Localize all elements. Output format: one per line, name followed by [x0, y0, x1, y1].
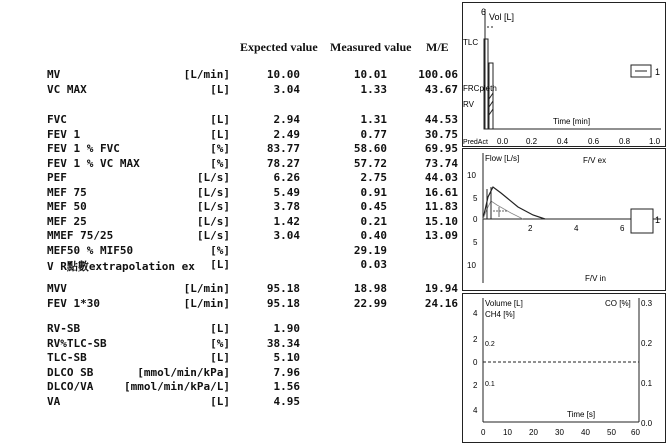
dlco-ytick: 2	[473, 335, 478, 344]
param-unit: [%]	[210, 142, 230, 155]
me-value: 24.16	[424, 296, 458, 310]
measured-value: 0.91	[360, 185, 387, 199]
table-row	[0, 215, 460, 229]
vol-xlabel: Time [min]	[553, 117, 591, 126]
param-name: DLCO SB	[47, 365, 94, 379]
flow-ytick: 5	[473, 194, 478, 203]
param-unit: [L]	[210, 322, 230, 335]
param-name: RV-SB	[47, 322, 81, 335]
vol-xtick: 0.4	[557, 137, 569, 146]
dlco-ylabel: Volume [L]	[485, 299, 523, 308]
param-name: FEV 1	[47, 127, 81, 141]
param-unit: [L]	[210, 351, 230, 364]
measured-value: 0.40	[360, 229, 387, 242]
measured-value: 57.72	[353, 156, 387, 170]
expected-value: 10.00	[266, 68, 300, 81]
param-unit: [L]	[210, 127, 230, 141]
header-measured: Measured value	[330, 40, 412, 54]
flow-ytick: 0	[473, 215, 478, 224]
dlco-xtick: 40	[581, 428, 590, 437]
param-unit: [L/min]	[183, 282, 230, 295]
flow-xtick: 6	[620, 224, 625, 233]
expected-value: 1.42	[273, 214, 300, 228]
param-name: FEV 1 % FVC	[47, 142, 120, 155]
table-row	[0, 229, 460, 243]
table-row	[0, 171, 460, 185]
vol-xtick: 0.6	[588, 137, 600, 146]
table-row	[0, 83, 460, 97]
dlco-ytick: 0	[473, 358, 478, 367]
expected-value: 2.49	[273, 127, 300, 141]
flow-xtick: 4	[574, 224, 579, 233]
param-unit: [L/s]	[196, 229, 230, 242]
param-name: MEF 75	[47, 185, 87, 199]
expected-value: 83.77	[266, 142, 300, 155]
dlco-ylabel2: CH4 [%]	[485, 310, 515, 319]
expected-value: 1.56	[273, 380, 300, 393]
param-name: VC MAX	[47, 82, 87, 96]
vol-legend-label: 1	[655, 67, 661, 77]
dlco-rtick: 0.1	[641, 379, 653, 388]
me-value: 11.83	[424, 200, 458, 213]
expected-value: 3.04	[273, 229, 300, 242]
param-name: MV	[47, 68, 61, 81]
flow-volume-chart	[463, 149, 665, 290]
table-row	[0, 113, 460, 127]
measured-value: 0.77	[360, 127, 387, 141]
table-row	[0, 258, 460, 272]
measured-value: 10.01	[353, 68, 387, 81]
measured-value: 18.98	[353, 282, 387, 295]
table-row	[0, 200, 460, 214]
measured-value: 1.31	[360, 113, 387, 126]
dlco-x-ticks	[481, 428, 640, 437]
vol-hatch-2	[489, 101, 493, 107]
table-row	[0, 282, 460, 296]
measured-value: 0.45	[360, 200, 387, 213]
dlco-xlabel: Time [s]	[567, 410, 596, 419]
table-row	[0, 322, 460, 336]
vol-ytop-label: 6	[481, 7, 487, 17]
param-name: DLCO/VA	[47, 380, 94, 393]
flow-curve-predicted	[483, 201, 523, 219]
param-name: VA	[47, 394, 61, 408]
table-row	[0, 337, 460, 351]
param-name: FEV 1 % VC MAX	[47, 156, 140, 170]
param-name: MMEF 75/25	[47, 229, 114, 242]
dlco-rtick: 0.2	[641, 339, 653, 348]
dlco-sub-tick: 0.2	[485, 341, 495, 348]
volume-time-panel	[462, 2, 666, 147]
dlco-ytick: 2	[473, 381, 478, 390]
table-row	[0, 142, 460, 156]
expected-value: 3.04	[273, 82, 300, 96]
dlco-panel	[462, 293, 666, 443]
expected-value: 1.90	[273, 322, 300, 335]
param-unit: [L/min]	[183, 68, 230, 81]
param-unit: [L]	[210, 82, 230, 96]
vol-label-tlc: TLC	[463, 38, 479, 47]
me-value: 44.53	[424, 113, 458, 126]
param-name: FEV 1*30	[47, 296, 100, 310]
flow-ylabel: Flow [L/s]	[485, 154, 520, 163]
me-value: 44.03	[424, 171, 458, 184]
param-unit: [L]	[210, 258, 230, 271]
expected-value: 5.10	[273, 351, 300, 364]
me-value: 16.61	[424, 185, 458, 199]
param-unit: [mmol/min/kPa]	[137, 365, 230, 379]
param-name: TLC-SB	[47, 351, 87, 364]
expected-value: 5.49	[273, 185, 300, 199]
flow-title-ex: F/V ex	[583, 156, 607, 165]
vol-hatch-1	[489, 93, 493, 99]
table-row	[0, 68, 460, 82]
dlco-xtick: 20	[529, 428, 538, 437]
dlco-y-ticks	[473, 309, 478, 415]
measured-value: 2.75	[360, 171, 387, 184]
param-name: FVC	[47, 113, 67, 126]
param-unit: [L/s]	[196, 185, 230, 199]
measured-value: 29.19	[353, 243, 387, 257]
table-row	[0, 380, 460, 394]
table-row	[0, 395, 460, 409]
me-value: 15.10	[424, 214, 458, 228]
vol-xtick: 0.8	[619, 137, 631, 146]
me-value: 69.95	[424, 142, 458, 155]
param-unit: [L/s]	[196, 214, 230, 228]
dlco-ytick: 4	[473, 309, 478, 318]
measured-value: 1.33	[360, 82, 387, 96]
header-me: M/E	[426, 40, 449, 54]
vol-xtick: 0.0	[497, 137, 509, 146]
expected-value: 3.78	[273, 200, 300, 213]
param-name: MEF 25	[47, 214, 87, 228]
me-value: 100.06	[418, 68, 458, 81]
param-name: MEF 50	[47, 200, 87, 213]
flow-title-in: F/V in	[585, 274, 606, 283]
expected-value: 2.94	[273, 113, 300, 126]
me-value: 43.67	[424, 82, 458, 96]
expected-value: 7.96	[273, 365, 300, 379]
flow-volume-panel	[462, 148, 666, 291]
table-row	[0, 366, 460, 380]
measured-value: 58.60	[353, 142, 387, 155]
param-name: RV%TLC-SB	[47, 336, 107, 350]
flow-ytick: 10	[467, 261, 476, 270]
measured-value: 0.21	[360, 214, 387, 228]
dlco-sub-tick: 0.1	[485, 381, 495, 388]
expected-value: 38.34	[266, 336, 300, 350]
dlco-xtick: 0	[481, 428, 486, 437]
dlco-rlabel: CO [%]	[605, 299, 631, 308]
volume-time-chart	[463, 3, 665, 146]
vol-xtick: 0.2	[526, 137, 538, 146]
measured-value: 22.99	[353, 296, 387, 310]
expected-value: 4.95	[273, 394, 300, 408]
vol-label-pred: PredAct	[463, 139, 488, 146]
param-unit: [%]	[210, 243, 230, 257]
me-value: 30.75	[424, 127, 458, 141]
dlco-xtick: 10	[503, 428, 512, 437]
flow-legend-label: 1	[655, 215, 661, 225]
vol-ylabel: Vol [L]	[489, 12, 515, 22]
param-name: MEF50 % MIF50	[47, 243, 134, 257]
vol-label-rv: RV	[463, 100, 474, 109]
flow-xtick: 2	[528, 224, 533, 233]
vol-xtick: 1.0	[649, 137, 661, 146]
flow-legend-box[interactable]	[631, 209, 653, 233]
param-unit: [%]	[210, 156, 230, 170]
me-value: 13.09	[424, 229, 458, 242]
dlco-xtick: 60	[631, 428, 640, 437]
expected-value: 95.18	[266, 296, 300, 310]
dlco-chart	[463, 294, 665, 442]
dlco-xtick: 30	[555, 428, 564, 437]
table-row	[0, 128, 460, 142]
param-unit: [%]	[210, 336, 230, 350]
table-row	[0, 157, 460, 171]
flow-y-ticks	[467, 171, 478, 270]
param-unit: [L/s]	[196, 200, 230, 213]
expected-value: 95.18	[266, 282, 300, 295]
measured-value: 0.03	[360, 258, 387, 271]
expected-value: 6.26	[273, 171, 300, 184]
param-unit: [L]	[210, 394, 230, 408]
table-row	[0, 351, 460, 365]
param-name: PEF	[47, 171, 67, 184]
vol-hatch-3	[489, 109, 493, 115]
dlco-rtick: 0.3	[641, 299, 653, 308]
param-unit: [L/min]	[183, 296, 230, 310]
flow-x-ticks	[528, 224, 625, 233]
table-row	[0, 186, 460, 200]
dlco-right-ticks	[641, 299, 653, 428]
vol-label-frc: FRCpleth	[463, 84, 497, 93]
me-value: 19.94	[424, 282, 458, 295]
flow-ytick: 5	[473, 238, 478, 247]
dlco-xtick: 50	[607, 428, 616, 437]
param-unit: [L]	[210, 113, 230, 126]
me-value: 73.74	[424, 156, 458, 170]
param-unit: [L/s]	[196, 171, 230, 184]
header-expected: Expected value	[240, 40, 318, 54]
table-row	[0, 244, 460, 258]
table-row	[0, 297, 460, 311]
dlco-rtick: 0.0	[641, 419, 653, 428]
dlco-ytick: 4	[473, 406, 478, 415]
param-name: V R點數extrapolation ex	[47, 260, 195, 273]
flow-ytick: 10	[467, 171, 476, 180]
expected-value: 78.27	[266, 156, 300, 170]
vol-x-ticks	[497, 137, 661, 146]
param-name: MVV	[47, 282, 67, 295]
param-unit: [mmol/min/kPa/L]	[124, 380, 230, 393]
